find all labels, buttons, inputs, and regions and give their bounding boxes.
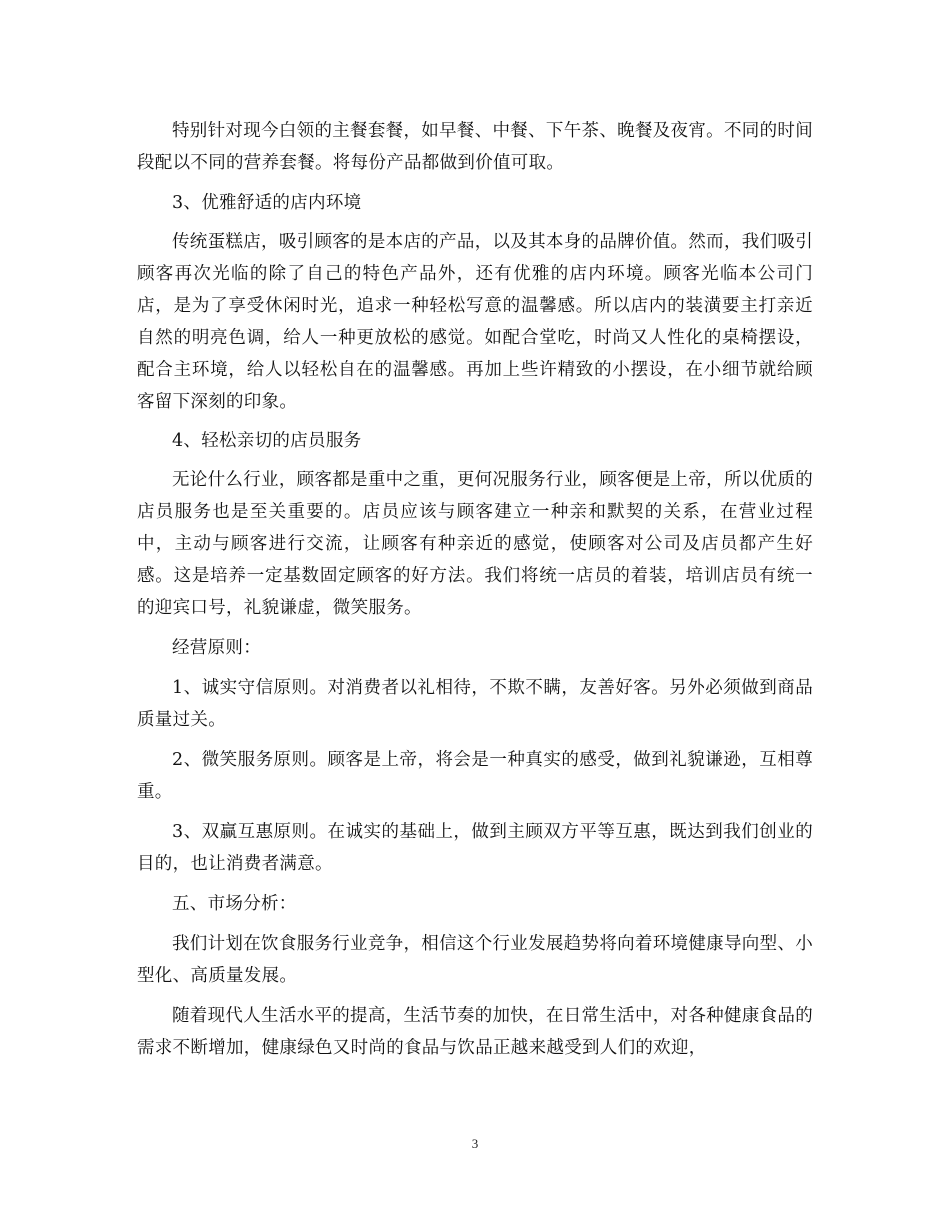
- paragraph-staff-service: 无论什么行业，顾客都是重中之重，更何况服务行业，顾客便是上帝，所以优质的店员服务也是至关重要的。店员应该与顾客建立一种亲和默契的关系，在营业过程中，主动与顾客进行交流，让顾客有种亲近的感觉，使顾客对公司及店员都产生好感。这是培养一定基数固定顾客的好方法。我们将统一店员的着装，培训店员有统一的迎宾口号，礼貌谦虚，微笑服务。: [137, 470, 813, 618]
- paragraph-industry-trend: 我们计划在饮食服务行业竞争，相信这个行业发展趋势将向着环境健康导向型、小型化、高质量发展。: [137, 934, 813, 986]
- paragraph-principle-smile: 2、微笑服务原则。顾客是上帝，将会是一种真实的感受，做到礼貌谦逊，互相尊重。: [137, 750, 813, 802]
- heading-market-analysis: 五、市场分析：: [172, 894, 297, 914]
- heading-staff-service: 4、轻松亲切的店员服务: [172, 431, 362, 451]
- paragraph-principle-win-win: 3、双赢互惠原则。在诚实的基础上，做到主顾双方平等互惠，既达到我们创业的目的，也让消费者满意。: [137, 822, 813, 874]
- paragraph-health-demand: 随着现代人生活水平的提高，生活节奏的加快，在日常生活中，对各种健康食品的需求不断增加，健康绿色又时尚的食品与饮品正越来越受到人们的欢迎，: [137, 1006, 813, 1058]
- page-number: 3: [471, 1136, 479, 1151]
- heading-business-principles: 经营原则：: [172, 638, 261, 658]
- paragraph-principle-honesty: 1、诚实守信原则。对消费者以礼相待，不欺不瞒，友善好客。另外必须做到商品质量过关。: [137, 678, 813, 730]
- page-body: [137, 115, 813, 1064]
- paragraph-store-environment: 传统蛋糕店，吸引顾客的是本店的产品，以及其本身的品牌价值。然而，我们吸引顾客再次光临的除了自己的特色产品外，还有优雅的店内环境。顾客光临本公司门店，是为了享受休闲时光，追求一种轻松写意的温馨感。所以店内的装潢要主打亲近自然的明亮色调，给人一种更放松的感觉。如配合堂吃，时尚又人性化的桌椅摆设，配合主环境，给人以轻松自在的温馨感。再加上些许精致的小摆设，在小细节就给顾客留下深刻的印象。: [137, 232, 813, 412]
- heading-store-environment: 3、优雅舒适的店内环境: [172, 193, 362, 213]
- paragraph-meal-sets: 特别针对现今白领的主餐套餐，如早餐、中餐、下午茶、晚餐及夜宵。不同的时间段配以不同的营养套餐。将每份产品都做到价值可取。: [137, 121, 813, 173]
